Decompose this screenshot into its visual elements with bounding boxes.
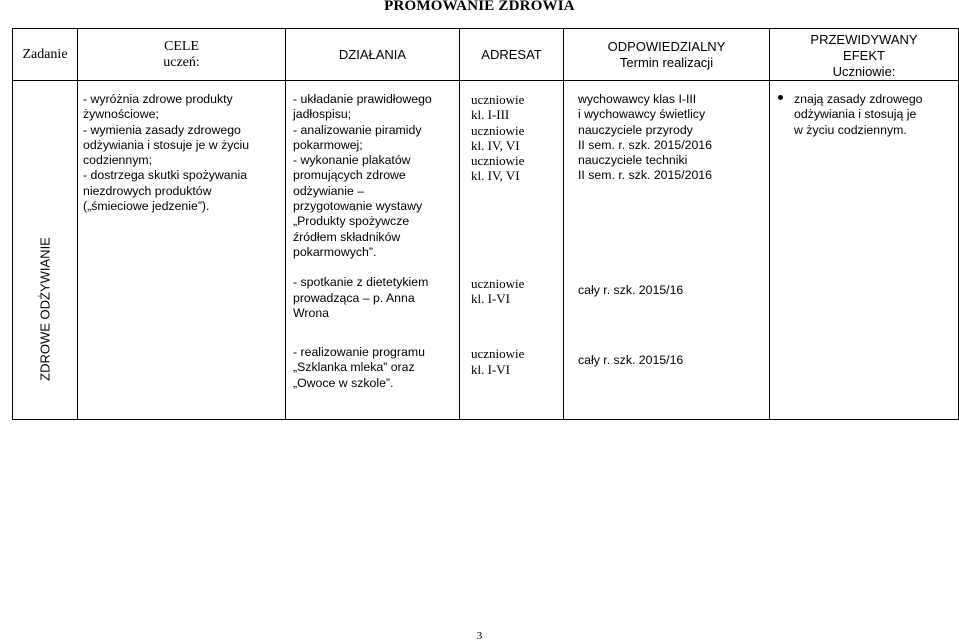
header-cele <box>78 29 286 81</box>
cele-line: („śmieciowe jedzenie”). <box>83 199 210 214</box>
cele-line: - dostrzega skutki spożywania <box>83 168 248 183</box>
odpowiedzialny-line: II sem. r. szk. 2015/2016 <box>578 168 712 183</box>
adresat-line: uczniowie <box>471 122 525 138</box>
odpowiedzialny-line: wychowawcy klas I-III <box>578 92 697 106</box>
cele-line: - wyróżnia zdrowe produkty <box>83 92 233 106</box>
page-title: PROMOWANIE ZDROWIA <box>384 0 575 14</box>
header-efekt-line1: PRZEWIDYWANY <box>810 32 918 47</box>
odpowiedzialny-block2 <box>578 283 769 298</box>
dzialania-block3 <box>293 345 459 391</box>
dzialania-line: odżywianie – <box>293 183 365 198</box>
header-cele-line2: uczeń: <box>163 54 200 70</box>
odpowiedzialny-line: cały r. szk. 2015/16 <box>578 353 684 368</box>
dzialania-line: „Produkty spożywcze <box>293 214 410 229</box>
cele-line: codziennym; <box>83 153 153 168</box>
dzialania-line: - analizowanie piramidy <box>293 122 422 137</box>
cele-line: niezdrowych produktów <box>83 183 212 198</box>
adresat-line: kl. IV, VI <box>471 168 520 184</box>
dzialania-line: pokarmowej; <box>293 137 363 152</box>
dzialania-line: - wykonanie plakatów <box>293 153 411 168</box>
header-zadanie <box>13 29 78 81</box>
header-odpowiedzialny <box>564 29 770 81</box>
dzialania-line: pokarmowych”. <box>293 244 377 259</box>
dzialania-line: jadłospisu; <box>293 107 352 122</box>
odpowiedzialny-line: i wychowawcy świetlicy <box>578 107 706 122</box>
odpowiedzialny-line: cały r. szk. 2015/16 <box>578 282 684 297</box>
dzialania-line: promujących zdrowe <box>293 168 406 183</box>
header-cele-line1: CELE <box>164 38 199 54</box>
efekt-line: znają zasady zdrowego <box>794 92 923 106</box>
task-name: ZDROWE ODŻYWIANIE <box>37 237 53 381</box>
task-cell <box>13 81 78 420</box>
dzialania-block1 <box>293 92 459 260</box>
header-odpowiedzialny-line2: Termin realizacji <box>619 54 714 70</box>
odpowiedzialny-line: nauczyciele przyrody <box>578 122 693 137</box>
dzialania-line: Wrona <box>293 305 329 320</box>
adresat-line: uczniowie <box>471 153 525 169</box>
adresat-cell <box>460 81 564 420</box>
adresat-line: kl. I-VI <box>471 361 510 377</box>
header-efekt <box>770 29 959 81</box>
odpowiedzialny-cell <box>564 81 770 420</box>
dzialania-line: źródłem składników <box>293 229 401 244</box>
cele-line: żywnościowe; <box>83 107 159 122</box>
efekt-list-item <box>770 92 958 138</box>
efekt-line: odżywiania i stosują je <box>794 107 917 122</box>
adresat-block2 <box>471 276 563 307</box>
dzialania-block2 <box>293 275 459 321</box>
efekt-line: w życiu codziennym. <box>794 122 907 137</box>
odpowiedzialny-block1 <box>578 92 769 184</box>
adresat-line: kl. I-VI <box>471 291 510 307</box>
efekt-cell <box>770 81 959 420</box>
cele-line: - wymienia zasady zdrowego <box>83 122 241 137</box>
header-odpowiedzialny-line1: ODPOWIEDZIALNY <box>607 38 726 54</box>
odpowiedzialny-line: nauczyciele techniki <box>578 153 688 168</box>
dzialania-line: - układanie prawidłowego <box>293 92 432 106</box>
dzialania-line: - realizowanie programu <box>293 345 425 360</box>
dzialania-line: przygotowanie wystawy <box>293 199 423 214</box>
header-row <box>13 29 959 81</box>
header-efekt-line2: EFEKT <box>843 48 885 63</box>
adresat-line: uczniowie <box>471 92 525 107</box>
header-efekt-line3: Uczniowie: <box>832 64 896 79</box>
adresat-block1 <box>471 92 563 184</box>
dzialania-cell <box>286 81 460 420</box>
header-adresat <box>460 29 564 81</box>
adresat-line: uczniowie <box>471 346 525 362</box>
cele-cell <box>78 81 286 420</box>
dzialania-line: prowadząca – p. Anna <box>293 290 415 305</box>
header-dzialania-label: DZIAŁANIA <box>338 46 407 62</box>
adresat-line: uczniowie <box>471 275 525 291</box>
odpowiedzialny-line: II sem. r. szk. 2015/2016 <box>578 137 712 152</box>
adresat-line: kl. I-III <box>471 107 510 123</box>
header-zadanie-label: Zadanie <box>22 46 68 62</box>
dzialania-line: - spotkanie z dietetykiem <box>293 275 429 290</box>
dzialania-line: „Owoce w szkole”. <box>293 375 394 390</box>
dzialania-line: „Szklanka mleka” oraz <box>293 360 415 375</box>
content-row <box>13 81 959 420</box>
adresat-line: kl. IV, VI <box>471 137 520 153</box>
odpowiedzialny-block3 <box>578 353 769 368</box>
header-adresat-label: ADRESAT <box>481 46 542 62</box>
cele-line: odżywiania i stosuje je w życiu <box>83 137 250 152</box>
health-promotion-table <box>12 28 959 420</box>
page-number: 3 <box>476 630 483 642</box>
header-dzialania <box>286 29 460 81</box>
adresat-block3 <box>471 346 563 377</box>
bullet-icon <box>778 95 783 100</box>
